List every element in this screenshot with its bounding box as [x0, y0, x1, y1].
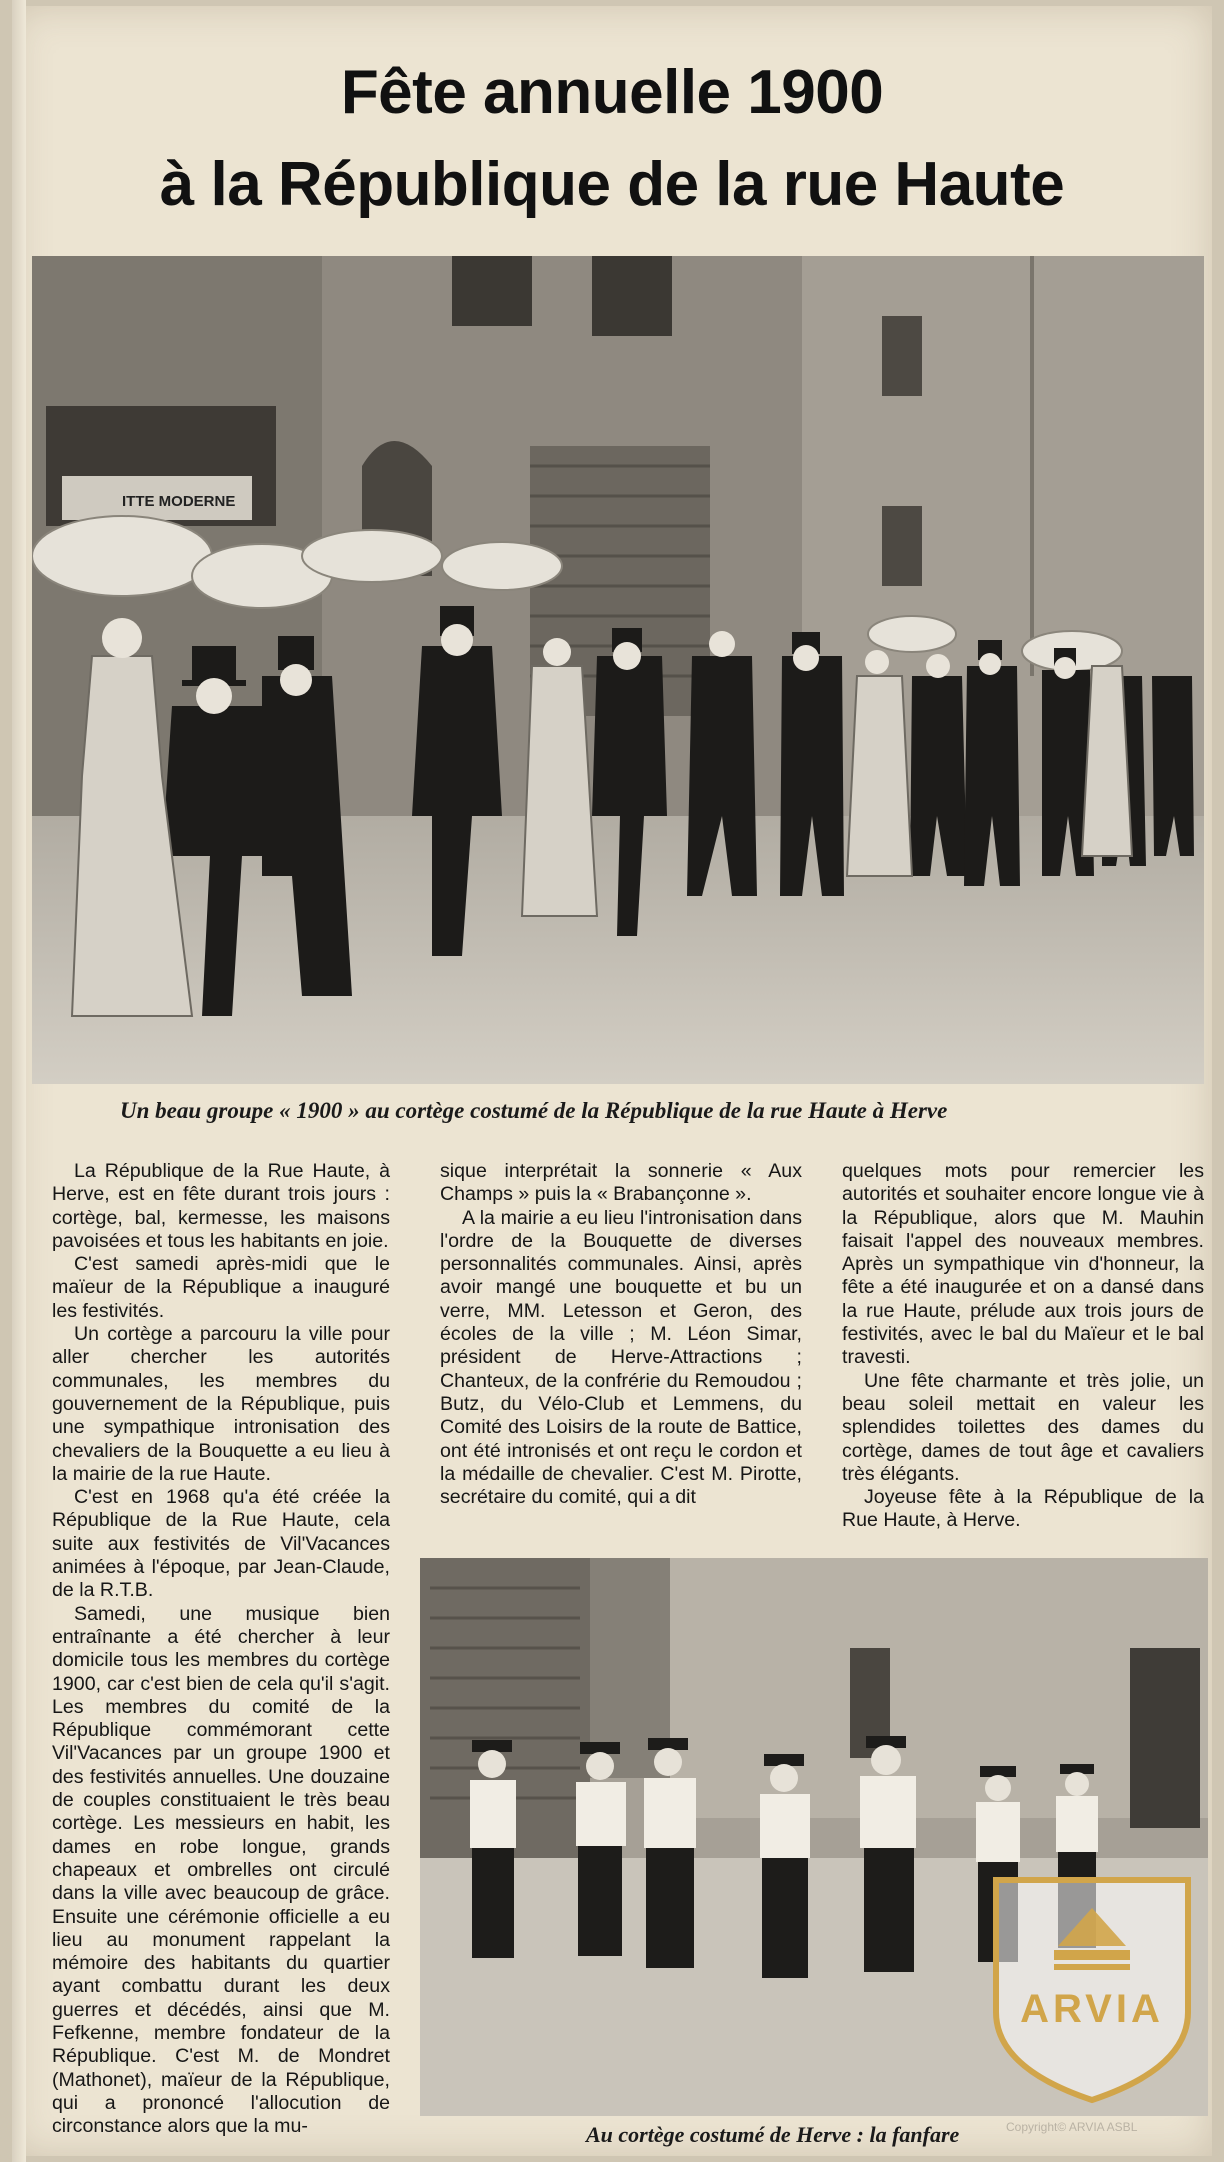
parade-group-photo [32, 256, 1204, 1084]
paragraph: C'est samedi après-midi que le maïeur de la République a inauguré les festivités. [52, 1253, 390, 1322]
paragraph: Un cortège a parcouru la ville pour aller chercher les autorités communales, les membres du gouvernement de la République, puis une sympathique intronisation des chevaliers de la Bouquette a eu lieu à la mairie de la rue Haute. [52, 1323, 390, 1485]
article-column-2 [440, 1160, 802, 1509]
article-column-3 [842, 1160, 1204, 1533]
paragraph: A la mairie a eu lieu l'intronisation dans l'ordre de la Bouquette de diverses personnalités communales. Ainsi, après avoir mangé une bouquette et bu un verre, MM. Letesson et Geron, des écoles de la ville ; M. Léon Simar, président de Herve-Attractions ; Chanteux, de la confrérie du Remoudou ; Butz, du Vélo-Club et Lemmens, du Comité des Loisirs de la route de Battice, ont été intronisés et ont reçu le cordon et la médaille de chevalier. C'est M. Pirotte, secrétaire du comité, qui a dit [440, 1206, 802, 1509]
paragraph: La République de la Rue Haute, à Herve, est en fête durant trois jours : cortège, bal, kermesse, les maisons pavoisées et tous les habitants en joie. [52, 1160, 390, 1252]
parade-group-illustration [32, 256, 1204, 1084]
paragraph: quelques mots pour remercier les autorités et souhaiter encore longue vie à la République, alors que M. Mauhin faisait l'appel des nouveaux membres. Après un sympathique vin d'honneur, la fête a été inaugurée et on a dansé dans la rue Haute, prélude aux trois jours de festivités, avec le bal du Maïeur et le bal travesti. [842, 1160, 1204, 1369]
paragraph: C'est en 1968 qu'a été créée la République de la Rue Haute, cela suite aux festivités de Vil'Vacances animées à l'époque, par Jean-Claude, de la R.T.B. [52, 1486, 390, 1602]
paragraph: Une fête charmante et très jolie, un beau soleil mettait en valeur les splendides toilettes des dames du cortège, dames de tout âge et cavaliers très élégants. [842, 1369, 1204, 1485]
paper-edge [12, 0, 26, 2162]
paragraph: Joyeuse fête à la République de la Rue Haute, à Herve. [842, 1486, 1204, 1532]
arvia-shield-icon [988, 1872, 1196, 2104]
arvia-logo [988, 1872, 1196, 2104]
paragraph: sique interprétait la sonnerie « Aux Champs » puis la « Brabançonne ». [440, 1160, 802, 1206]
top-photo-caption: Un beau groupe « 1900 » au cortège costumé de la République de la rue Haute à Herve [120, 1098, 948, 1123]
headline-line-1: Fête annuelle 1900 [340, 58, 884, 127]
article-column-1 [52, 1160, 390, 2138]
paragraph: Samedi, une musique bien entraînante a été chercher à leur domicile tous les membres du cortège 1900, car c'est bien de cela qu'il s'agit. Les membres du comité de la République commémorant cette Vil'Vacances par un groupe 1900 et des festivités annuelles. Une douzaine de couples constituaient le très beau cortège. Les messieurs en habit, les dames en robe longue, grands chapeaux et ombrelles ont circulé dans la ville avec beaucoup de grâce. Ensuite une cérémonie officielle a eu lieu au monument rappelant la mémoire des habitants du quartier ayant combattu durant les deux guerres et décédés, ainsi que M. Fefkenne, membre fondateur de la République. C'est M. de Mondret (Mathonet), maïeur de la République, qui a prononcé l'allocution de circonstance alors que la mu- [52, 1602, 390, 2138]
bottom-photo-caption: Au cortège costumé de Herve : la fanfare [586, 2122, 960, 2147]
logo-text: ARVIA [1020, 1987, 1164, 2031]
headline-line-2: à la République de la rue Haute [159, 150, 1065, 219]
copyright-notice: Copyright© ARVIA ASBL [1006, 2120, 1138, 2134]
shop-sign: ITTE MODERNE [122, 493, 236, 510]
